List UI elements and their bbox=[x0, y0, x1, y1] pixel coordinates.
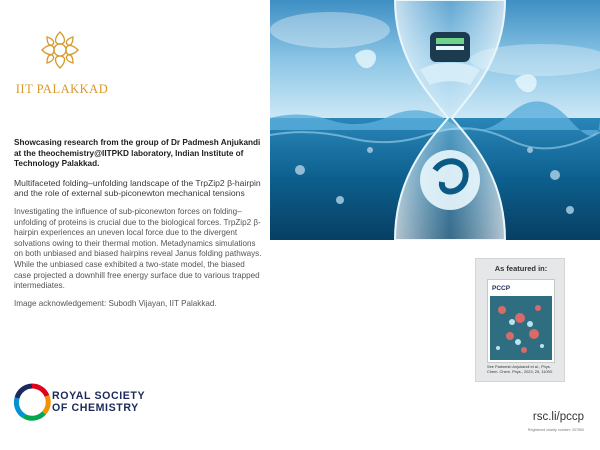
journal-cover-thumbnail bbox=[487, 279, 555, 363]
journal-cover-image-icon bbox=[490, 296, 552, 360]
iit-palakkad-name: IIT PALAKKAD bbox=[15, 82, 109, 96]
showcase-line: Showcasing research from the group of Dr Padmesh Anjukandi at the theochemistry@IITPKD laboratory, Indian Institute of Technology Palakkad. bbox=[14, 138, 261, 168]
as-featured-in-box bbox=[475, 258, 565, 382]
journal-url[interactable]: rsc.li/pccp bbox=[532, 411, 584, 423]
rsc-logo bbox=[12, 382, 162, 422]
rsc-name-line2: OF CHEMISTRY bbox=[52, 402, 139, 414]
hourglass-ocean-illustration-icon bbox=[270, 0, 600, 240]
journal-name: PCCP bbox=[492, 285, 511, 292]
cover-artwork bbox=[270, 0, 600, 240]
article-title: Multifaceted folding–unfolding landscape of the TrpZip2 β-hairpin and the role of external sub-piconewton mechanical tensions bbox=[14, 177, 261, 199]
iit-palakkad-emblem-icon bbox=[40, 30, 80, 70]
rsc-ring-icon bbox=[12, 382, 52, 422]
text-column bbox=[14, 138, 264, 309]
registered-charity-note: Registered charity number: 207890 bbox=[527, 428, 584, 432]
iit-palakkad-logo bbox=[12, 30, 112, 100]
abstract-text: Investigating the influence of sub-piconewton forces on folding–unfolding of proteins is crucial due to the biological forces. TrpZip2 β-hairpin experiences an uneven local force due to the divergent solvations owing to their thermal motion. Metadynamics simulations on both unbiased and biased hairpins reveal Janus folding pathways. While the unbiased case exhibited a two-state model, the biased case projected a downhill free energy surface due to various trapped intermediates. bbox=[14, 207, 262, 291]
featured-heading: As featured in: bbox=[494, 264, 548, 273]
image-acknowledgement: Image acknowledgement: Subodh Vijayan, IIT Palakkad. bbox=[14, 298, 217, 308]
rsc-name-line1: ROYAL SOCIETY bbox=[52, 390, 146, 402]
featured-citation: See Padmesh Anjukandi et al., Phys. Chem. Chem. Phys., 2023, 25, 11093. bbox=[487, 364, 553, 374]
